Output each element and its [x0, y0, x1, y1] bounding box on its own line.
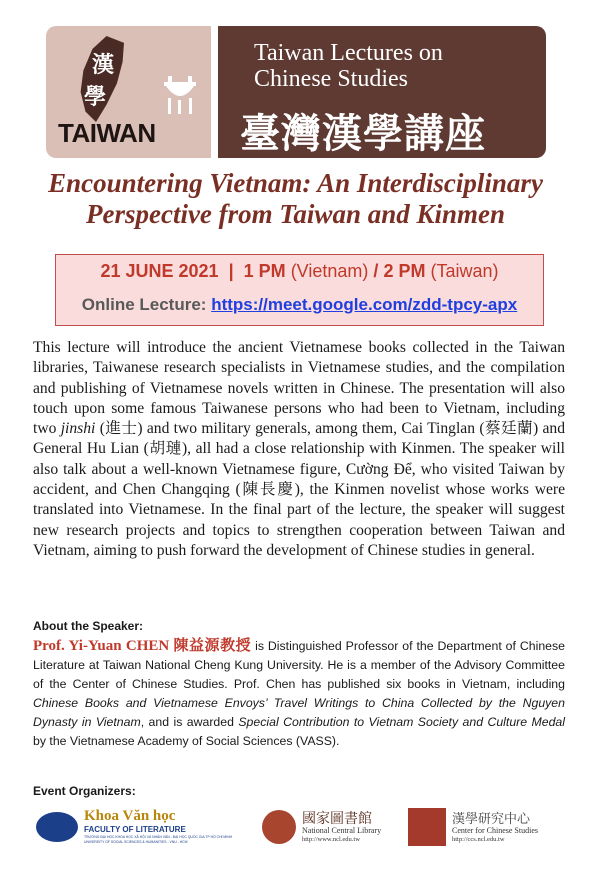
speaker-bio	[33, 637, 565, 751]
org1-small-1: TRƯỜNG ĐẠI HỌC KHOA HỌC XÃ HỘI VÀ NHÂN VĂN - ĐẠI HỌC QUỐC GIA TP HỒ CHÍ MINH	[84, 835, 233, 839]
speaker-bio-part1: is Distinguished Professor of the Department of Chinese Literature at Taiwan National Cheng Kung University. He is a member of the Advisory Committee of the Center of Chinese Studies. Prof. Chen has published six books in Vietnam, including	[33, 639, 565, 691]
description-italic: jinshi	[60, 420, 96, 438]
org3-en: Center for Chinese Studies	[452, 826, 538, 835]
event-info-box	[55, 254, 544, 326]
speaker-bio-part2: , and is awarded	[140, 715, 239, 729]
online-label: Online Lecture:	[81, 295, 207, 314]
org2-en: National Central Library	[302, 826, 382, 835]
org2-url: http://www.ncl.edu.tw	[302, 836, 360, 843]
tz-vietnam: (Vietnam)	[290, 261, 369, 281]
banner-logo-panel	[46, 26, 211, 158]
national-library-seal-icon	[262, 810, 296, 844]
time-vietnam: 1 PM	[243, 261, 286, 281]
event-datetime	[56, 261, 543, 282]
meeting-link[interactable]: https://meet.google.com/zdd-tpcy-apx	[211, 295, 518, 314]
banner-title-en	[254, 40, 443, 92]
org3-url: http://ccs.ncl.edu.tw	[452, 836, 505, 843]
event-date: 21 JUNE 2021	[100, 261, 219, 281]
event-title-line2: Perspective from Taiwan and Kinmen	[85, 199, 505, 229]
date-separator: |	[228, 261, 234, 281]
banner-title-panel	[218, 26, 546, 158]
speaker-label: About the Speaker:	[33, 619, 144, 633]
time-taiwan: 2 PM	[383, 261, 426, 281]
online-lecture	[56, 295, 543, 315]
speaker-book: Chinese Books and Vietnamese Envoys’ Travel Writings to China Collected by the Nguyen Dynasty in Vietnam	[33, 696, 565, 729]
org1-subtitle: FACULTY OF LITERATURE	[84, 825, 186, 834]
event-title-line1: Encountering Vietnam: An Interdisciplinary	[48, 168, 543, 198]
org2-cn: 國家圖書館	[302, 811, 372, 827]
event-title	[20, 168, 571, 230]
time-slash: /	[373, 261, 379, 281]
lecture-description	[33, 338, 565, 561]
logo-char-xue: 學	[84, 84, 107, 110]
faculty-literature-emblem-icon	[36, 812, 78, 842]
logo-char-han: 漢	[92, 52, 115, 78]
tz-taiwan: (Taiwan)	[430, 261, 499, 281]
banner-title-cn: 臺灣漢學講座	[240, 110, 486, 157]
description-part1: This lecture will introduce the ancient Vietnamese books collected in the Taiwan libraries, Taiwanese research specialists in Vietnamese studies, and the compilation and publishing of Vietnamese novels written in Chinese. The presentation will also touch upon some famous Taiwanese persons who had been to Vietnam, including two	[33, 339, 565, 438]
organizers-label: Event Organizers:	[33, 784, 136, 798]
bronze-vessel-icon	[158, 76, 202, 116]
chinese-studies-seal-icon	[408, 808, 446, 846]
speaker-award: Special Contribution to Vietnam Society and Culture Medal	[238, 715, 566, 729]
banner-title-line1: Taiwan Lectures on	[254, 40, 443, 66]
org3-cn: 漢學研究中心	[452, 812, 531, 827]
organizer-logos	[36, 808, 556, 858]
banner-title-line2: Chinese Studies	[254, 66, 408, 92]
org1-small-2: UNIVERSITY OF SOCIAL SCIENCES & HUMANITIES - VNU - HCM	[84, 840, 188, 844]
org1-title: Khoa Văn học	[84, 808, 176, 824]
speaker-name: Prof. Yi-Yuan CHEN 陳益源教授	[33, 638, 252, 654]
description-part2: (進士) and two military generals, among them, Cai Tinglan (蔡廷蘭) and General Hu Lian (胡璉), all had a close relationship with Kinmen. The speaker will also talk about a well-known Vietnamese figure, Cường Để, who visited Taiwan by accident, and Chen Changqing (陳長慶), the Kinmen novelist whose works were translated into Vietnamese. In the final part of the lecture, the speaker will suggest new research projects and topics to strengthen cooperation between Taiwan and Vietnam, aiming to push forward the development of Chinese studies in general.	[33, 420, 566, 559]
logo-taiwan-word: TAIWAN	[58, 118, 156, 148]
speaker-bio-part3: by the Vietnamese Academy of Social Sciences (VASS).	[33, 734, 340, 748]
